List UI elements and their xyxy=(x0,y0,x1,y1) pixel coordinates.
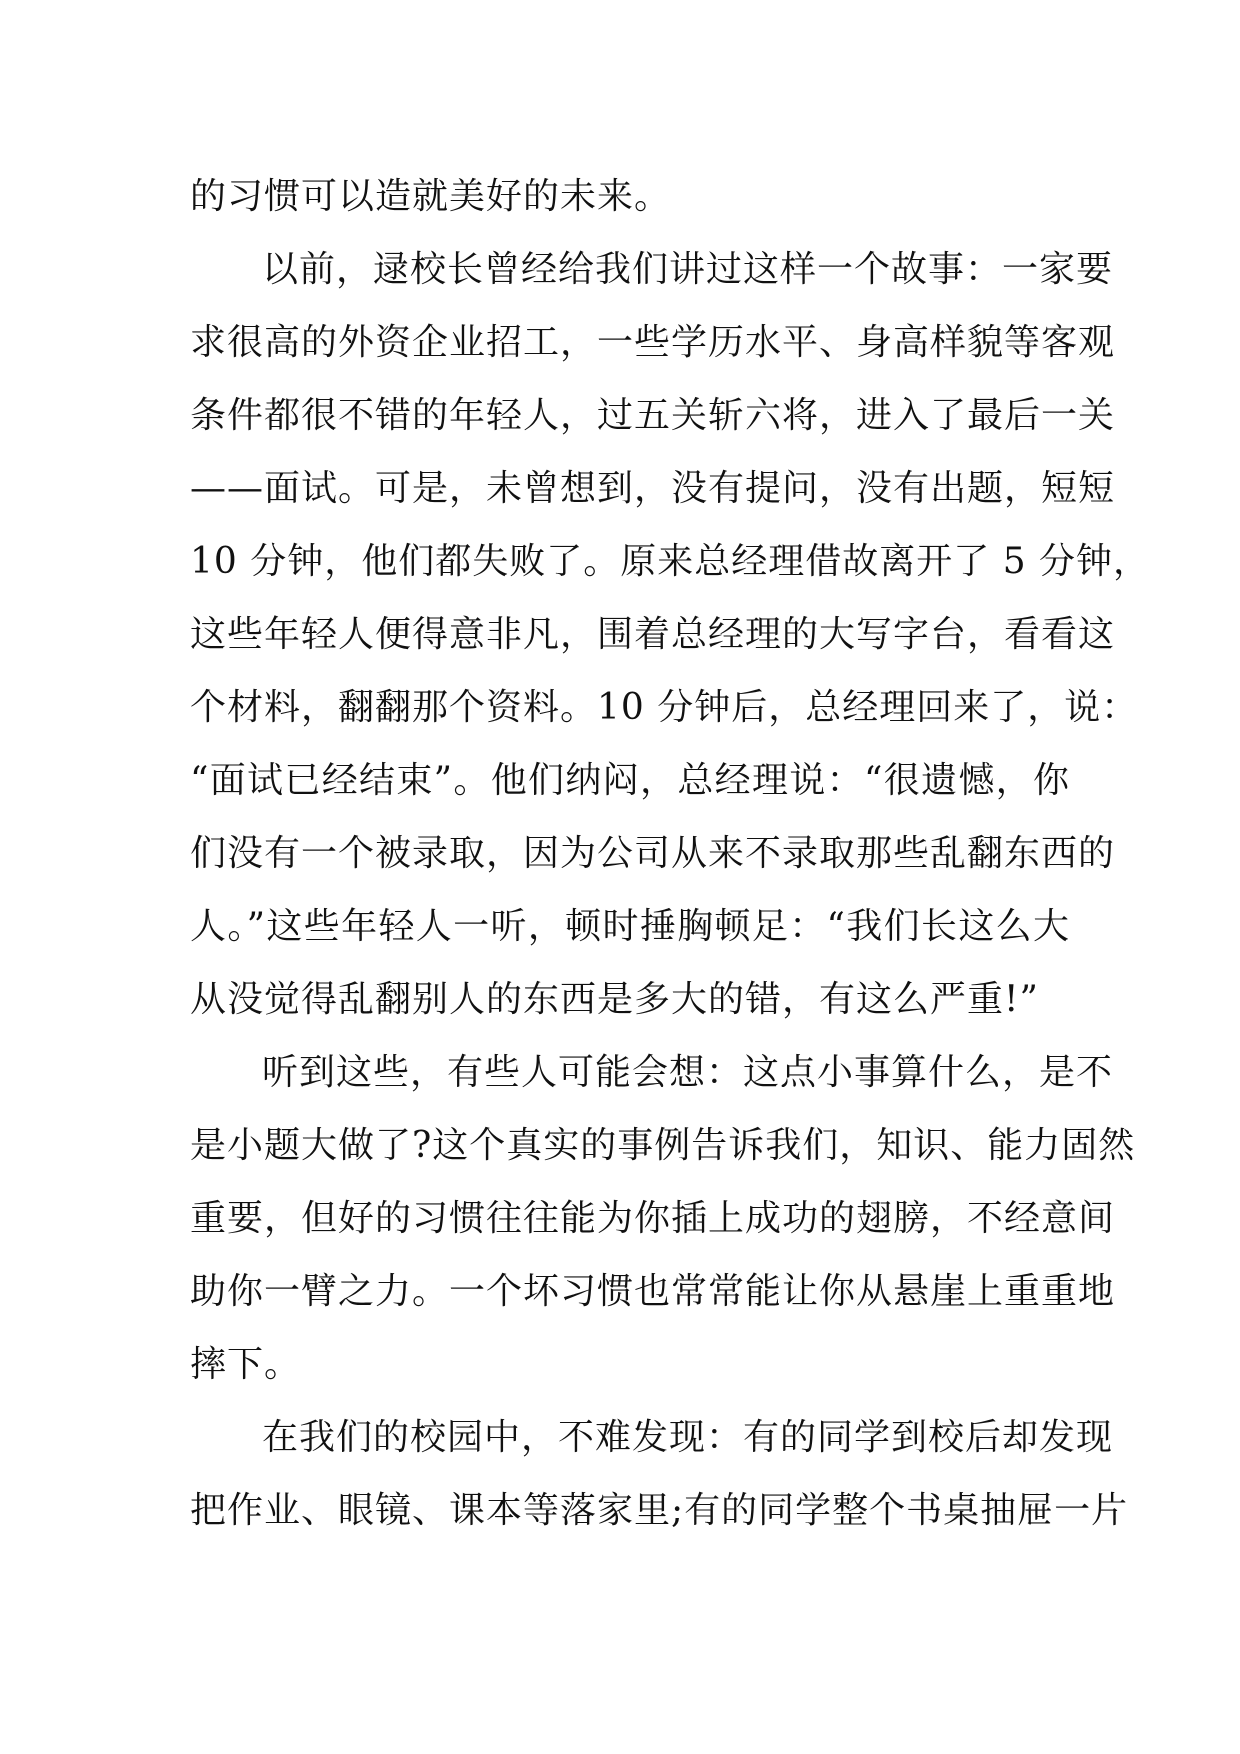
text-line: 在我们的校园中，不难发现：有的同学到校后却发现 xyxy=(262,1417,1114,1458)
text-line: 摔下。 xyxy=(190,1344,302,1385)
body-text xyxy=(190,160,1151,1547)
text-line: 条件都很不错的年轻人，过五关斩六将，进入了最后一关 xyxy=(190,395,1116,436)
text-line: 们没有一个被录取，因为公司从来不录取那些乱翻东西的 xyxy=(190,833,1116,874)
text-line: 助你一臂之力。一个坏习惯也常常能让你从悬崖上重重地 xyxy=(190,1271,1116,1312)
text-line: 重要，但好的习惯往往能为你插上成功的翅膀，不经意间 xyxy=(190,1198,1116,1239)
text-line: 从没觉得乱翻别人的东西是多大的错，有这么严重!” xyxy=(190,979,1039,1020)
text-line: 这些年轻人便得意非凡，围着总经理的大写字台，看看这 xyxy=(190,614,1116,655)
text-line: 的习惯可以造就美好的未来。 xyxy=(190,176,672,217)
text-line: 是小题大做了?这个真实的事例告诉我们，知识、能力固然 xyxy=(190,1125,1136,1166)
text-line: 人。”这些年轻人一听，顿时捶胸顿足：“我们长这么大 xyxy=(190,906,1070,947)
text-line: 以前，逯校长曾经给我们讲过这样一个故事：一家要 xyxy=(262,249,1114,290)
text-line: 10 分钟，他们都失败了。原来总经理借故离开了 5 分钟， xyxy=(190,541,1151,582)
text-line: 求很高的外资企业招工，一些学历水平、身高样貌等客观 xyxy=(190,322,1116,363)
text-line: ——面试。可是，未曾想到，没有提问，没有出题，短短 xyxy=(190,468,1116,509)
text-line: 个材料，翻翻那个资料。10 分钟后，总经理回来了，说： xyxy=(190,687,1139,728)
text-line: 听到这些，有些人可能会想：这点小事算什么，是不 xyxy=(262,1052,1114,1093)
text-line: “面试已经结束”。他们纳闷，总经理说：“很遗憾，你 xyxy=(190,760,1070,801)
text-line: 把作业、眼镜、课本等落家里;有的同学整个书桌抽屉一片 xyxy=(190,1490,1129,1531)
